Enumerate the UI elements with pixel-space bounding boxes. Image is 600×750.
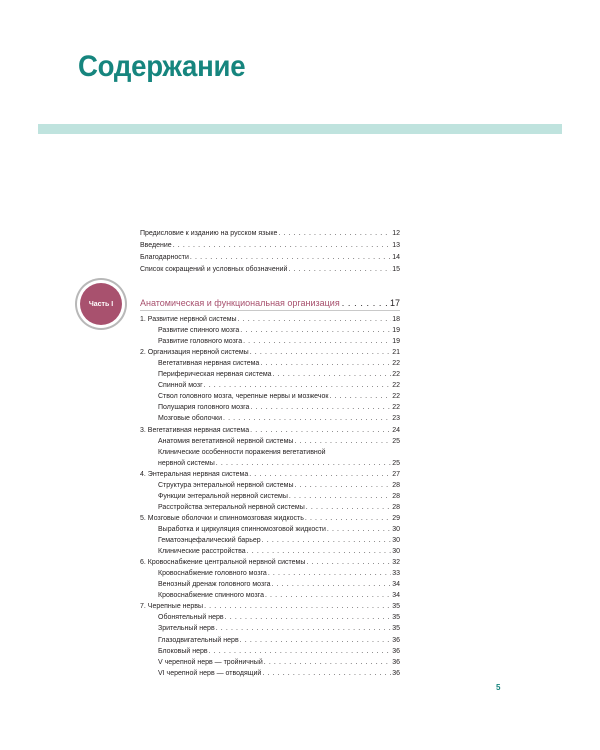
toc-entry-title: Обонятельный нерв bbox=[158, 614, 224, 622]
toc-entry[interactable] bbox=[140, 228, 400, 240]
toc-entry-page: 34 bbox=[392, 592, 400, 600]
toc-entry-title: 4. Энтеральная нервная система bbox=[140, 470, 249, 478]
toc-entry-page: 15 bbox=[392, 266, 400, 273]
toc-entry-page: 34 bbox=[392, 581, 400, 589]
toc-entry-page: 30 bbox=[392, 537, 400, 544]
page-number: 5 bbox=[496, 683, 501, 692]
toc-entry-page: 22 bbox=[392, 393, 400, 401]
toc-entry-title: Кровоснабжение головного мозга bbox=[158, 570, 267, 578]
toc-entry-title: нервной системы bbox=[158, 459, 215, 467]
leader-dots bbox=[173, 240, 392, 252]
toc-entry-page: 24 bbox=[392, 426, 400, 434]
toc-entry-page: 13 bbox=[392, 242, 400, 249]
toc-entry-title: 2. Организация нервной системы bbox=[140, 349, 249, 357]
part-badge-label: Часть I bbox=[88, 300, 114, 308]
toc-entry-title: Глазодвигательный нерв bbox=[158, 636, 239, 644]
part-page: 17 bbox=[389, 298, 400, 308]
toc-entry-page: 35 bbox=[392, 625, 400, 633]
toc-entry-page: 36 bbox=[392, 636, 400, 644]
toc-entry-title: Гематоэнцефалический барьер bbox=[158, 537, 261, 544]
toc-entry-title: Полушария головного мозга bbox=[158, 404, 250, 412]
toc-entry-title: Функции энтеральной нервной системы bbox=[158, 492, 288, 500]
toc-entry-title: Выработка и циркуляция спинномозговой жидкости bbox=[158, 526, 326, 533]
toc-entry-page: 12 bbox=[392, 230, 400, 237]
toc-entry-page: 28 bbox=[392, 492, 400, 500]
toc-entry-title: Венозный дренаж головного мозга bbox=[158, 581, 271, 589]
toc-entry-title: 6. Кровоснабжение центральной нервной системы bbox=[140, 559, 306, 567]
toc-entry[interactable] bbox=[140, 240, 400, 252]
toc-entry-page: 19 bbox=[392, 327, 400, 335]
leader-dots bbox=[262, 668, 391, 680]
toc-entry-title: Клинические особенности поражения вегетативной bbox=[158, 448, 326, 456]
toc-entry-title: Благодарности bbox=[140, 254, 189, 261]
toc-entry-title: Развитие спинного мозга bbox=[158, 327, 240, 335]
toc-entry-page: 36 bbox=[392, 647, 400, 655]
toc-entry-page: 21 bbox=[392, 349, 400, 357]
toc-entry-page: 19 bbox=[392, 338, 400, 346]
toc-entry-page: 35 bbox=[392, 614, 400, 622]
toc-entry-title: Предисловие к изданию на русском языке bbox=[140, 230, 278, 237]
toc-entry-title: Блоковый нерв bbox=[158, 647, 208, 655]
toc-entry-page: 25 bbox=[392, 437, 400, 445]
toc-entry-page: 36 bbox=[392, 658, 400, 666]
leader-dots bbox=[278, 228, 391, 240]
toc-entry-page: 30 bbox=[392, 548, 400, 555]
toc-entry-title: Кровоснабжение спинного мозга bbox=[158, 592, 264, 600]
toc-entry-title: Развитие головного мозга bbox=[158, 338, 243, 346]
toc-entry-page: 36 bbox=[392, 669, 400, 677]
header-rule bbox=[38, 124, 562, 134]
part-badge bbox=[80, 283, 122, 325]
toc-entry-title: 3. Вегетативная нервная система bbox=[140, 426, 250, 434]
toc-entry-title: Введение bbox=[140, 242, 172, 249]
toc-entry-title: Структура энтеральной нервной системы bbox=[158, 481, 294, 489]
toc-entry-title: Вегетативная нервная система bbox=[158, 360, 260, 368]
toc-entry-title: 7. Черепные нервы bbox=[140, 603, 204, 611]
toc-entry-title: Расстройства энтеральной нервной системы bbox=[158, 503, 305, 511]
toc-entry-page: 22 bbox=[392, 371, 400, 379]
toc-entry-page: 18 bbox=[392, 316, 400, 323]
toc-entry-title: Анатомия вегетативной нервной системы bbox=[158, 437, 294, 445]
toc-entry-title: Список сокращений и условных обозначений bbox=[140, 266, 288, 273]
toc-entry-page: 32 bbox=[392, 559, 400, 567]
toc-entry[interactable] bbox=[140, 264, 400, 276]
leader-dots bbox=[342, 297, 388, 309]
part-heading[interactable] bbox=[140, 297, 400, 309]
toc-entry-page: 25 bbox=[392, 459, 400, 467]
page-title: Содержание bbox=[78, 50, 246, 83]
toc-entry-title: VI черепной нерв — отводящий bbox=[158, 669, 262, 677]
toc-entry-title: Спинной мозг bbox=[158, 382, 203, 390]
toc-entry-page: 22 bbox=[392, 360, 400, 368]
toc-entry-title: 5. Мозговые оболочки и спинномозговая жидкость bbox=[140, 514, 304, 522]
toc-entry-page: 27 bbox=[392, 470, 400, 478]
toc-entry[interactable] bbox=[140, 252, 400, 264]
leader-dots bbox=[288, 264, 391, 276]
toc-entry-title: Клинические расстройства bbox=[158, 548, 246, 555]
toc-entry-title: 1. Развитие нервной системы bbox=[140, 316, 237, 323]
part-title: Анатомическая и функциональная организация bbox=[140, 298, 340, 308]
toc-entry-page: 22 bbox=[392, 404, 400, 412]
toc-entry-title: Мозговые оболочки bbox=[158, 415, 222, 423]
toc-entry-title: V черепной нерв — тройничный bbox=[158, 658, 263, 666]
toc-entry-page: 33 bbox=[392, 570, 400, 578]
toc-entry-page: 30 bbox=[392, 526, 400, 533]
toc-entry-page: 28 bbox=[392, 503, 400, 511]
part-divider bbox=[140, 310, 400, 311]
toc-entry-page: 23 bbox=[392, 415, 400, 423]
toc-entry-title: Зрительный нерв bbox=[158, 625, 215, 633]
toc-entry-page: 35 bbox=[392, 603, 400, 611]
toc-entry-title: Ствол головного мозга, черепные нервы и мозжечок bbox=[158, 393, 329, 401]
toc-entry-page: 29 bbox=[392, 514, 400, 522]
toc-entry-page: 28 bbox=[392, 481, 400, 489]
toc-entry-title: Периферическая нервная система bbox=[158, 371, 272, 379]
toc-entry-page: 22 bbox=[392, 382, 400, 390]
leader-dots bbox=[190, 252, 391, 264]
toc-entry-page: 14 bbox=[392, 254, 400, 261]
toc-section[interactable] bbox=[158, 668, 400, 680]
